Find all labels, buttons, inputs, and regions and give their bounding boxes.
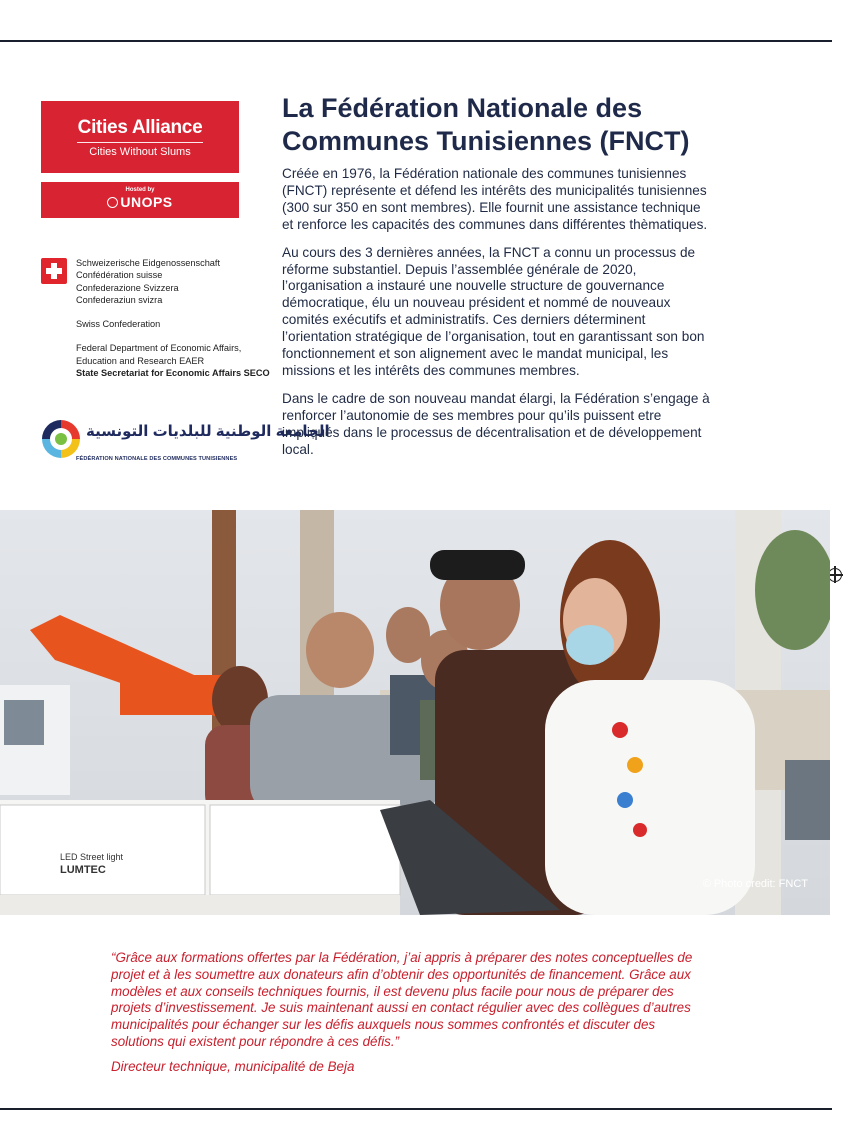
unops-logo [41, 182, 239, 218]
box-brand-label: LUMTEC [60, 864, 106, 876]
cities-alliance-subtitle: Cities Without Slums [89, 146, 191, 158]
swiss-confederation-en: Swiss Confederation [76, 319, 161, 330]
unops-hosted-by: Hosted by [125, 187, 155, 193]
article-body [282, 166, 714, 470]
swiss-line-de: Schweizerische Eidgenossenschaft [76, 258, 221, 268]
swiss-line-rm: Confederaziun svizra [76, 294, 163, 305]
top-rule [0, 40, 832, 42]
logo-divider [77, 142, 203, 143]
swiss-line-fr: Confédération suisse [76, 270, 163, 281]
department-line-1: Federal Department of Economic Affairs, [76, 343, 242, 354]
fnct-logo [38, 414, 330, 468]
box-product-label: LED Street light [60, 852, 124, 862]
page-title: La Fédération Nationale des Communes Tunisiennes (FNCT) [282, 93, 690, 156]
fnct-french-name: FÉDÉRATION NATIONALE DES COMMUNES TUNISIENNES [76, 456, 238, 462]
bottom-rule [0, 1108, 832, 1110]
event-photo [0, 510, 830, 915]
swiss-flag-icon [41, 258, 67, 284]
registration-mark-icon [828, 568, 842, 582]
testimonial-quote: “Grâce aux formations offertes par la Fédération, j’ai appris à préparer des notes conceptuelles de projet et à les soumettre aux donateurs afin d’obtenir des opportunités de financement. Grâce aux modèles et aux conseils techniques fournis, il est devenu plus facile pour nous de préparer des projets d’investissement. Je suis maintenant aussi en contact régulier avec des collègues d’autres municipalités pour échanger sur les défis auxquels nous sommes confrontés et discuter des solutions qui existent pour répondre à ces défis.” [111, 950, 693, 1049]
cities-alliance-title: Cities Alliance [77, 117, 203, 138]
swiss-line-it: Confederazione Svizzera [76, 282, 179, 293]
photo-illustration [0, 510, 830, 915]
quote-author: Directeur technique, municipalité de Beja [111, 1059, 355, 1074]
photo-credit: © Photo credit: FNCT [702, 878, 808, 890]
paragraph: Dans le cadre de son nouveau mandat élargi, la Fédération s’engage à renforcer l’autonomie de ses membres pour qu’ils puissent etre impliqués dans le processus de décentralisation et de développement local. [282, 390, 710, 457]
department-line-2: Education and Research EAER [76, 355, 205, 366]
un-globe-icon [107, 197, 118, 208]
unops-name: UNOPS [120, 194, 173, 210]
fnct-arabic-name: الجامعة الوطنية للبلديات التونسية [86, 423, 330, 440]
paragraph: Créée en 1976, la Fédération nationale des communes tunisiennes (FNCT) représente et défend les intérêts des municipalités tunisiennes (300 sur 350 en sont membres). Elle fournit une assistance technique et renforce les capacités des communes dans différentes thèmatiques. [282, 166, 708, 232]
cities-alliance-logo [41, 101, 239, 173]
paragraph: Au cours des 3 dernières années, la FNCT a connu un processus de réforme substantiel. Depuis l’assemblée générale de 2020, l’organisation a instauré une nouvelle structure de gouvernance démocratique, élu un nouveau président et nommé de nouveaux comités exécutifs et administratifs. Ces derniers déterminent l’orientation stratégique de l’organisation, tout en garantissant son bon fonctionnement et son alignement avec le mandat municipal, les missions et les intérêts des communes membres. [282, 244, 705, 378]
seco-line: State Secretariat for Economic Affairs SECO [76, 368, 270, 379]
swiss-confederation-block [76, 257, 270, 379]
